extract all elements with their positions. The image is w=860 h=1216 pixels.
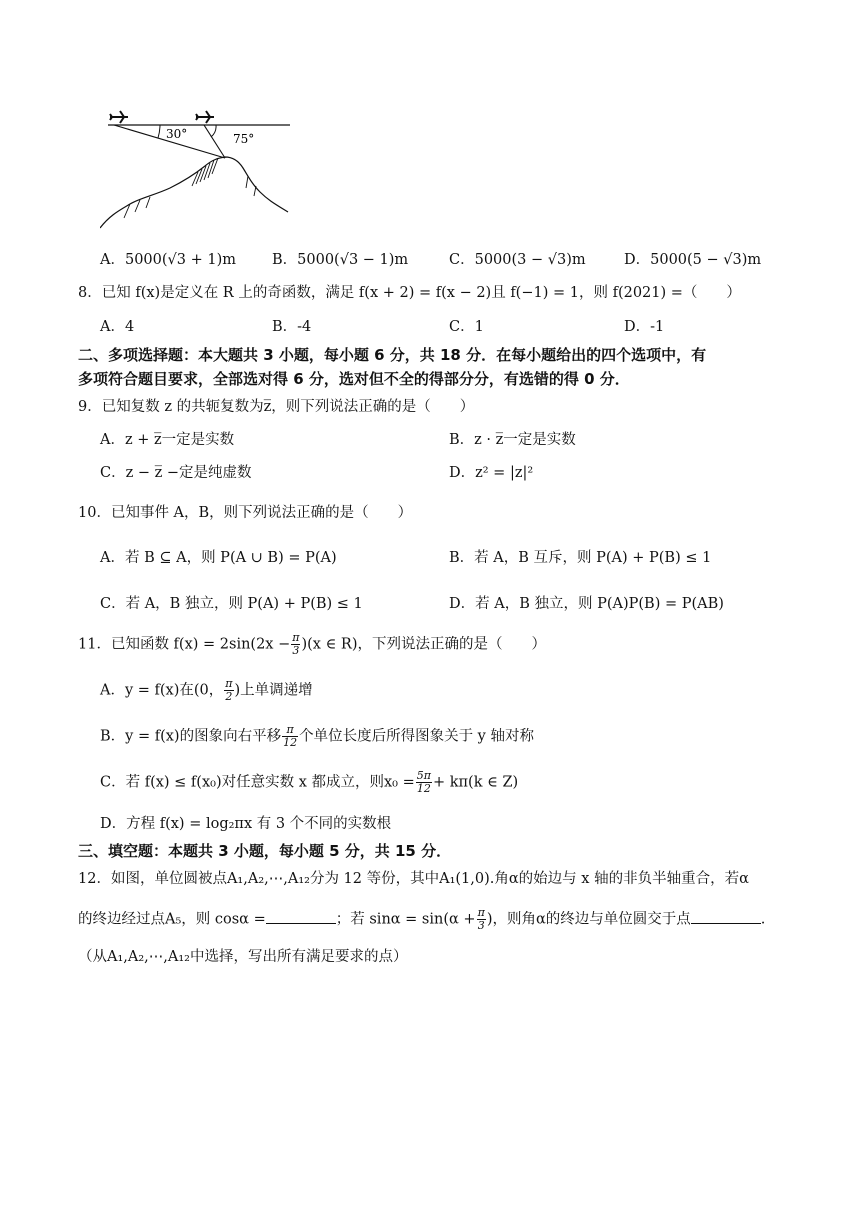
q10-stem: 10．已知事件 A，B，则下列说法正确的是（ ） xyxy=(78,505,413,521)
q11-option-d: D．方程 f(x) = log₂πx 有 3 个不同的实数根 xyxy=(100,816,392,832)
q9-option-b: B．z · z̅一定是实数 xyxy=(449,432,576,448)
q10-option-b: B．若 A，B 互斥，则 P(A) + P(B) ≤ 1 xyxy=(449,550,712,566)
q8-option-c: C．1 xyxy=(449,319,484,335)
airplane-icon xyxy=(110,111,128,123)
section3-heading: 三、填空题：本题共 3 小题，每小题 5 分，共 15 分． xyxy=(78,842,452,860)
q7-option-a: A．5000(√3 + 1)m xyxy=(100,252,236,268)
q8-stem: 8．已知 f(x)是定义在 R 上的奇函数，满足 f(x + 2) = f(x − 2)且 f(−1) = 1，则 f(2021) =（ ） xyxy=(78,285,741,301)
q9-stem: 9．已知复数 z 的共轭复数为z̅，则下列说法正确的是（ ） xyxy=(78,399,475,415)
q7-option-c: C．5000(3 − √3)m xyxy=(449,252,586,268)
airplane-icon xyxy=(196,111,214,123)
answer-blank-2[interactable] xyxy=(691,909,761,924)
q12-line1: 12．如图，单位圆被点A₁,A₂,⋯,A₁₂分为 12 等份，其中A₁(1,0).角α的始边与 x 轴的非负半轴重合，若α xyxy=(78,871,749,887)
q8-option-b: B．-4 xyxy=(272,319,312,335)
q9-option-c: C．z − z̅ −定是纯虚数 xyxy=(100,465,252,481)
q12-line3: （从A₁,A₂,⋯,A₁₂中选择，写出所有满足要求的点） xyxy=(78,949,408,965)
angle-30-label: 30° xyxy=(166,127,188,141)
q10-option-c: C．若 A，B 独立，则 P(A) + P(B) ≤ 1 xyxy=(100,596,363,612)
section2-heading-line2: 多项符合题目要求，全部选对得 6 分，选对但不全的得部分分，有选错的得 0 分． xyxy=(78,370,630,388)
q10-option-d: D．若 A，B 独立，则 P(A)P(B) = P(AB) xyxy=(449,596,724,612)
q11-option-b: B．y = f(x)的图象向右平移 $\frac{\pi}{12}$ 个单位长度后所得图象关于 y 轴对称 xyxy=(100,723,534,749)
answer-blank-1[interactable] xyxy=(266,909,336,924)
mountain-outline xyxy=(100,157,288,228)
q7-option-b: B．5000(√3 − 1)m xyxy=(272,252,409,268)
q7-option-d: D．5000(5 − √3)m xyxy=(624,252,762,268)
q8-option-a: A．4 xyxy=(100,319,135,335)
q9-option-d: D．z² = |z|² xyxy=(449,465,534,481)
q12-line2: 的终边经过点A₅，则 cosα = ；若 sinα = sin(α + $\frac{\pi}{3}$ )，则角α的终边与单位圆交于点 . xyxy=(78,906,766,932)
mountain-figure xyxy=(100,100,300,235)
q11-stem: 11．已知函数 f(x) = 2sin(2x − $\frac{\pi}{3}$ )(x ∈ R)，下列说法正确的是（ ） xyxy=(78,631,547,657)
q11-option-c: C．若 f(x) ≤ f(x₀)对任意实数 x 都成立，则x₀ = $\frac{5\pi}{12}$ + kπ(k ∈ Z) xyxy=(100,769,519,795)
q9-option-a: A．z + z̅一定是实数 xyxy=(100,432,235,448)
q10-option-a: A．若 B ⊆ A，则 P(A ∪ B) = P(A) xyxy=(100,550,337,566)
section2-heading-line1: 二、多项选择题：本大题共 3 小题，每小题 6 分，共 18 分．在每小题给出的四个选项中，有 xyxy=(78,346,707,364)
q8-option-d: D．-1 xyxy=(624,319,665,335)
angle-75-label: 75° xyxy=(233,132,255,146)
q11-option-a: A．y = f(x)在(0， $\frac{\pi}{2}$ )上单调递增 xyxy=(100,677,313,703)
